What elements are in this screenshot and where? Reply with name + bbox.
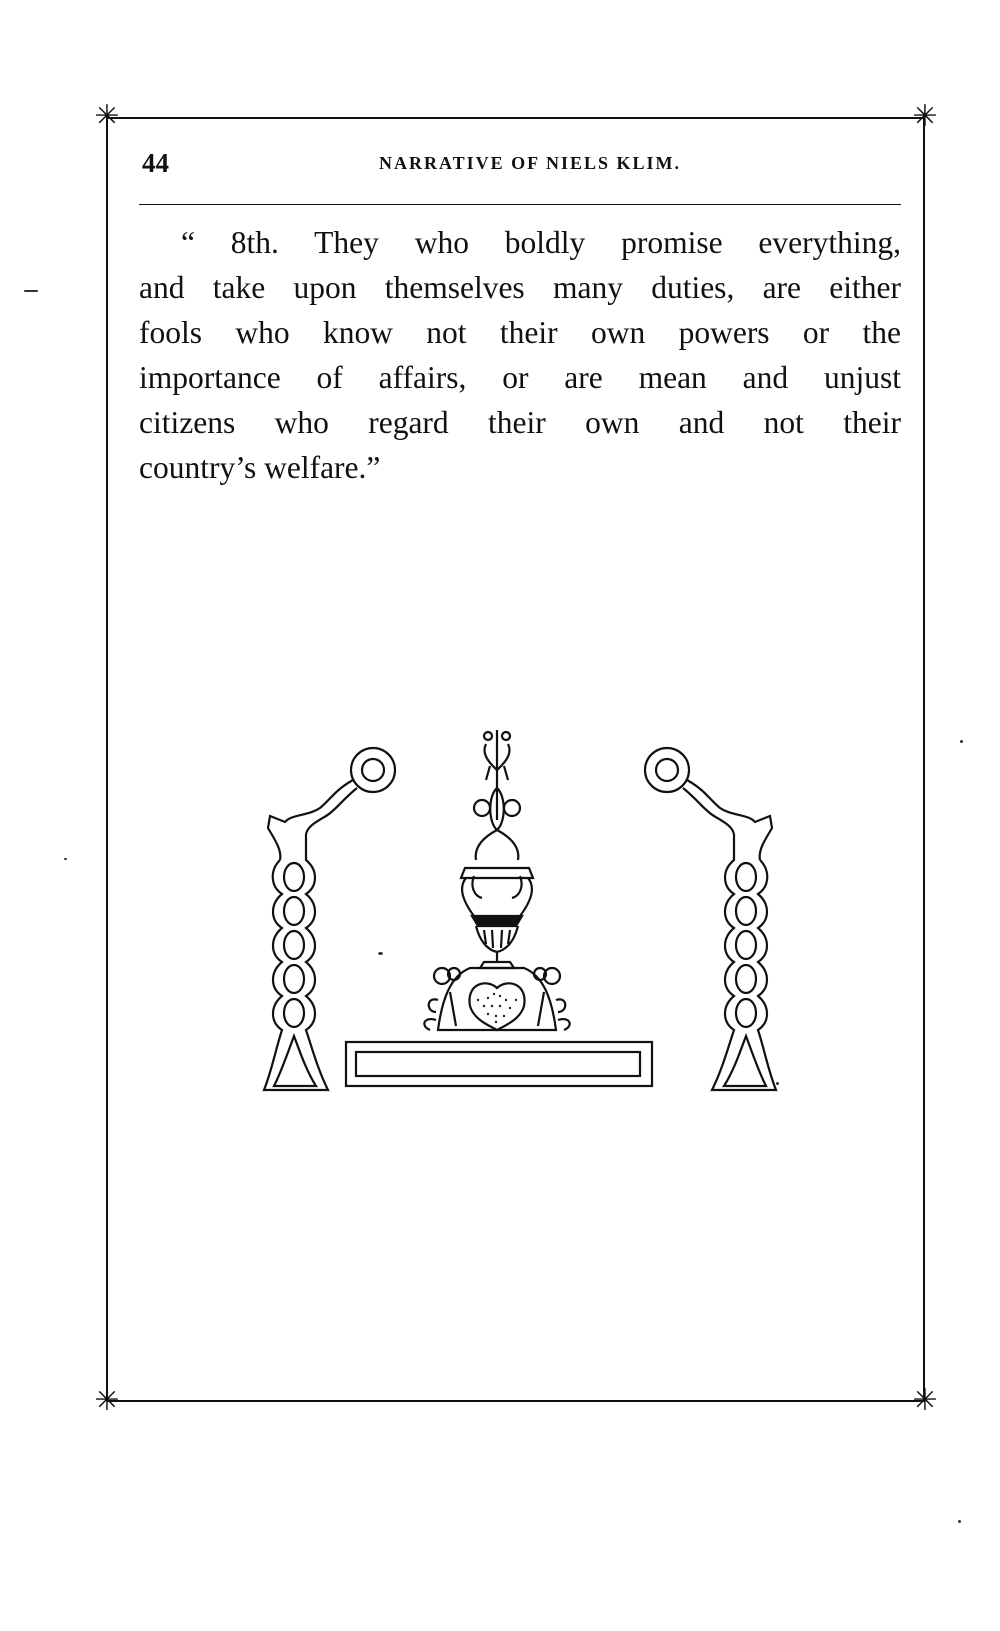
heart-pedestal	[424, 968, 569, 1030]
print-speck	[64, 858, 67, 860]
base-plinth	[346, 1042, 652, 1086]
print-speck	[960, 740, 963, 743]
text-line: “ 8th. They who boldly promise everything,	[181, 225, 901, 260]
corner-ornament-top-right: ✳	[912, 99, 938, 134]
corner-ornament-bottom-right: ✳	[912, 1383, 938, 1418]
tailpiece-ornament	[260, 730, 780, 1150]
running-head: NARRATIVE OF NIELS KLIM.	[378, 153, 682, 173]
text-line: country’s welfare.”	[139, 450, 381, 485]
heart-stipple	[477, 993, 517, 1023]
flower-sprig	[474, 730, 520, 860]
text-line: fools who know not their own powers or the	[139, 315, 901, 350]
text-line: importance of affairs, or are mean and unjust	[139, 360, 901, 395]
corner-ornament-top-left: ✳	[94, 99, 120, 134]
header-rule	[139, 204, 901, 205]
print-speck	[378, 952, 383, 955]
print-speck	[776, 1082, 779, 1085]
print-speck	[24, 290, 38, 292]
page-number: 44	[142, 148, 169, 178]
urn	[461, 868, 533, 968]
text-line: and take upon themselves many duties, are either	[139, 270, 901, 305]
print-speck	[958, 1520, 961, 1523]
left-scroll-pillar	[264, 748, 395, 1090]
body-paragraph	[139, 220, 901, 490]
right-scroll-pillar	[645, 748, 776, 1090]
text-line: citizens who regard their own and not their	[139, 405, 901, 440]
corner-ornament-bottom-left: ✳	[94, 1383, 120, 1418]
